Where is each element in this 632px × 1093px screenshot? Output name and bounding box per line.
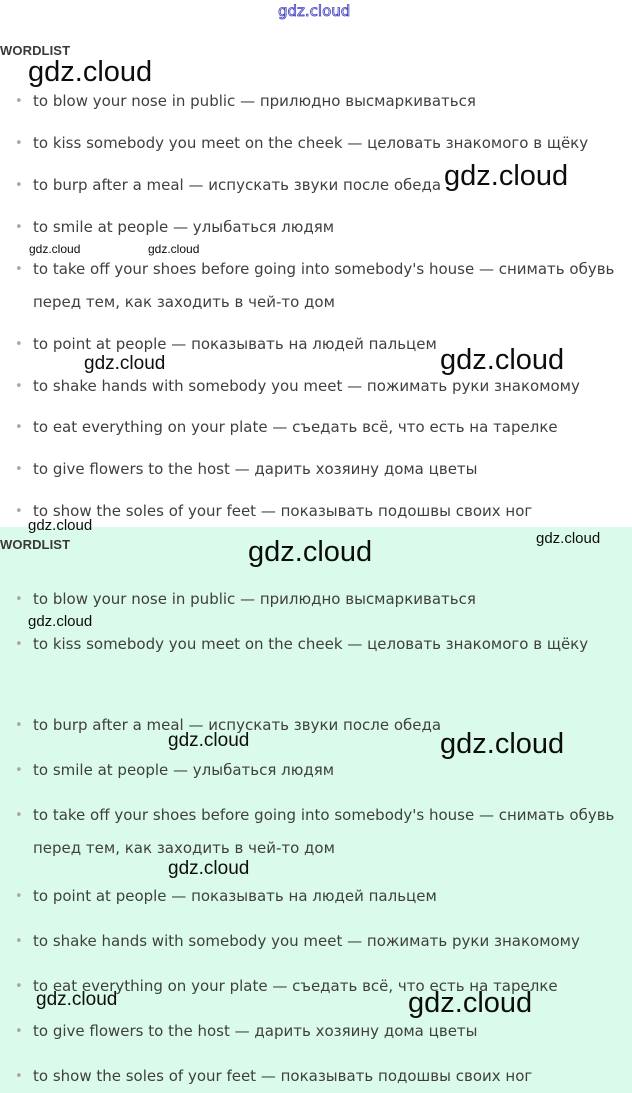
bullet-icon: • [15,178,23,193]
watermark: gdz.cloud [28,56,153,88]
watermark: gdz.cloud [28,517,93,534]
bullet-icon: • [15,763,23,778]
bullet-icon: • [15,979,23,994]
bullet-icon: • [15,462,23,477]
list-item: • to shake hands with somebody you meet — пожимать руки знакомому [15,370,632,403]
watermark: gdz.cloud [248,536,373,568]
list-item: • to blow your nose in public — прилюдно высмаркиваться [15,85,632,118]
list-item: • to show the soles of your feet — показывать подошвы своих ног [15,1060,632,1093]
list-item: • to blow your nose in public — прилюдно высмаркиваться [15,583,632,616]
watermark: gdz.cloud [84,353,166,374]
list-item: • to give flowers to the host — дарить хозяину дома цветы [15,453,632,486]
watermark: gdz.cloud [29,242,81,256]
bullet-icon: • [15,1024,23,1039]
list-item: • to point at people — показывать на людей пальцем [15,880,632,913]
list-item: • to kiss somebody you meet on the cheek — целовать знакомого в щёку [15,127,632,160]
list-item: • to point at people — показывать на людей пальцем [15,328,632,361]
list-item: • to kiss somebody you meet on the cheek — целовать знакомого в щёку [15,628,632,661]
wordlist-heading: WORDLIST [0,537,71,552]
bullet-icon: • [15,504,23,519]
watermark: gdz.cloud [28,613,93,630]
bullet-icon: • [15,808,23,823]
watermark: gdz.cloud [36,989,118,1010]
watermark: gdz.cloud [440,344,565,376]
bullet-icon: • [15,420,23,435]
list-item: • to burp after a meal — испускать звуки после обеда [15,169,632,202]
top-watermark: gdz.cloud [278,2,351,20]
watermark: gdz.cloud [408,987,533,1019]
list-item: • to eat everything on your plate — съедать всё, что есть на тарелке [15,970,632,1003]
watermark: gdz.cloud [148,242,200,256]
bullet-icon: • [15,136,23,151]
watermark: gdz.cloud [168,858,250,879]
bullet-icon: • [15,337,23,352]
watermark: gdz.cloud [536,530,601,547]
list-item: • to show the soles of your feet — показывать подошвы своих ног [15,495,632,528]
wordlist-heading: WORDLIST [0,43,71,58]
bullet-icon: • [15,220,23,235]
list-item: • to take off your shoes before going into somebody's house — снимать обувь перед тем, как заходить в чей-то дом [15,799,632,865]
bullet-icon: • [15,637,23,652]
list-item: • to take off your shoes before going into somebody's house — снимать обувь перед тем, как заходить в чей-то дом [15,253,632,319]
list-item: • to eat everything on your plate — съедать всё, что есть на тарелке [15,411,632,444]
watermark: gdz.cloud [440,728,565,760]
bullet-icon: • [15,1069,23,1084]
bullet-icon: • [15,94,23,109]
bullet-icon: • [15,718,23,733]
list-item: • to give flowers to the host — дарить хозяину дома цветы [15,1015,632,1048]
watermark: gdz.cloud [168,730,250,751]
bullet-icon: • [15,592,23,607]
bullet-icon: • [15,379,23,394]
list-item: • to smile at people — улыбаться людям [15,754,632,787]
bullet-icon: • [15,262,23,277]
bullet-icon: • [15,889,23,904]
list-item: • to smile at people — улыбаться людям [15,211,632,244]
list-item: • to burp after a meal — испускать звуки после обеда [15,709,632,742]
watermark: gdz.cloud [444,160,569,192]
bullet-icon: • [15,934,23,949]
list-item: • to shake hands with somebody you meet — пожимать руки знакомому [15,925,632,958]
